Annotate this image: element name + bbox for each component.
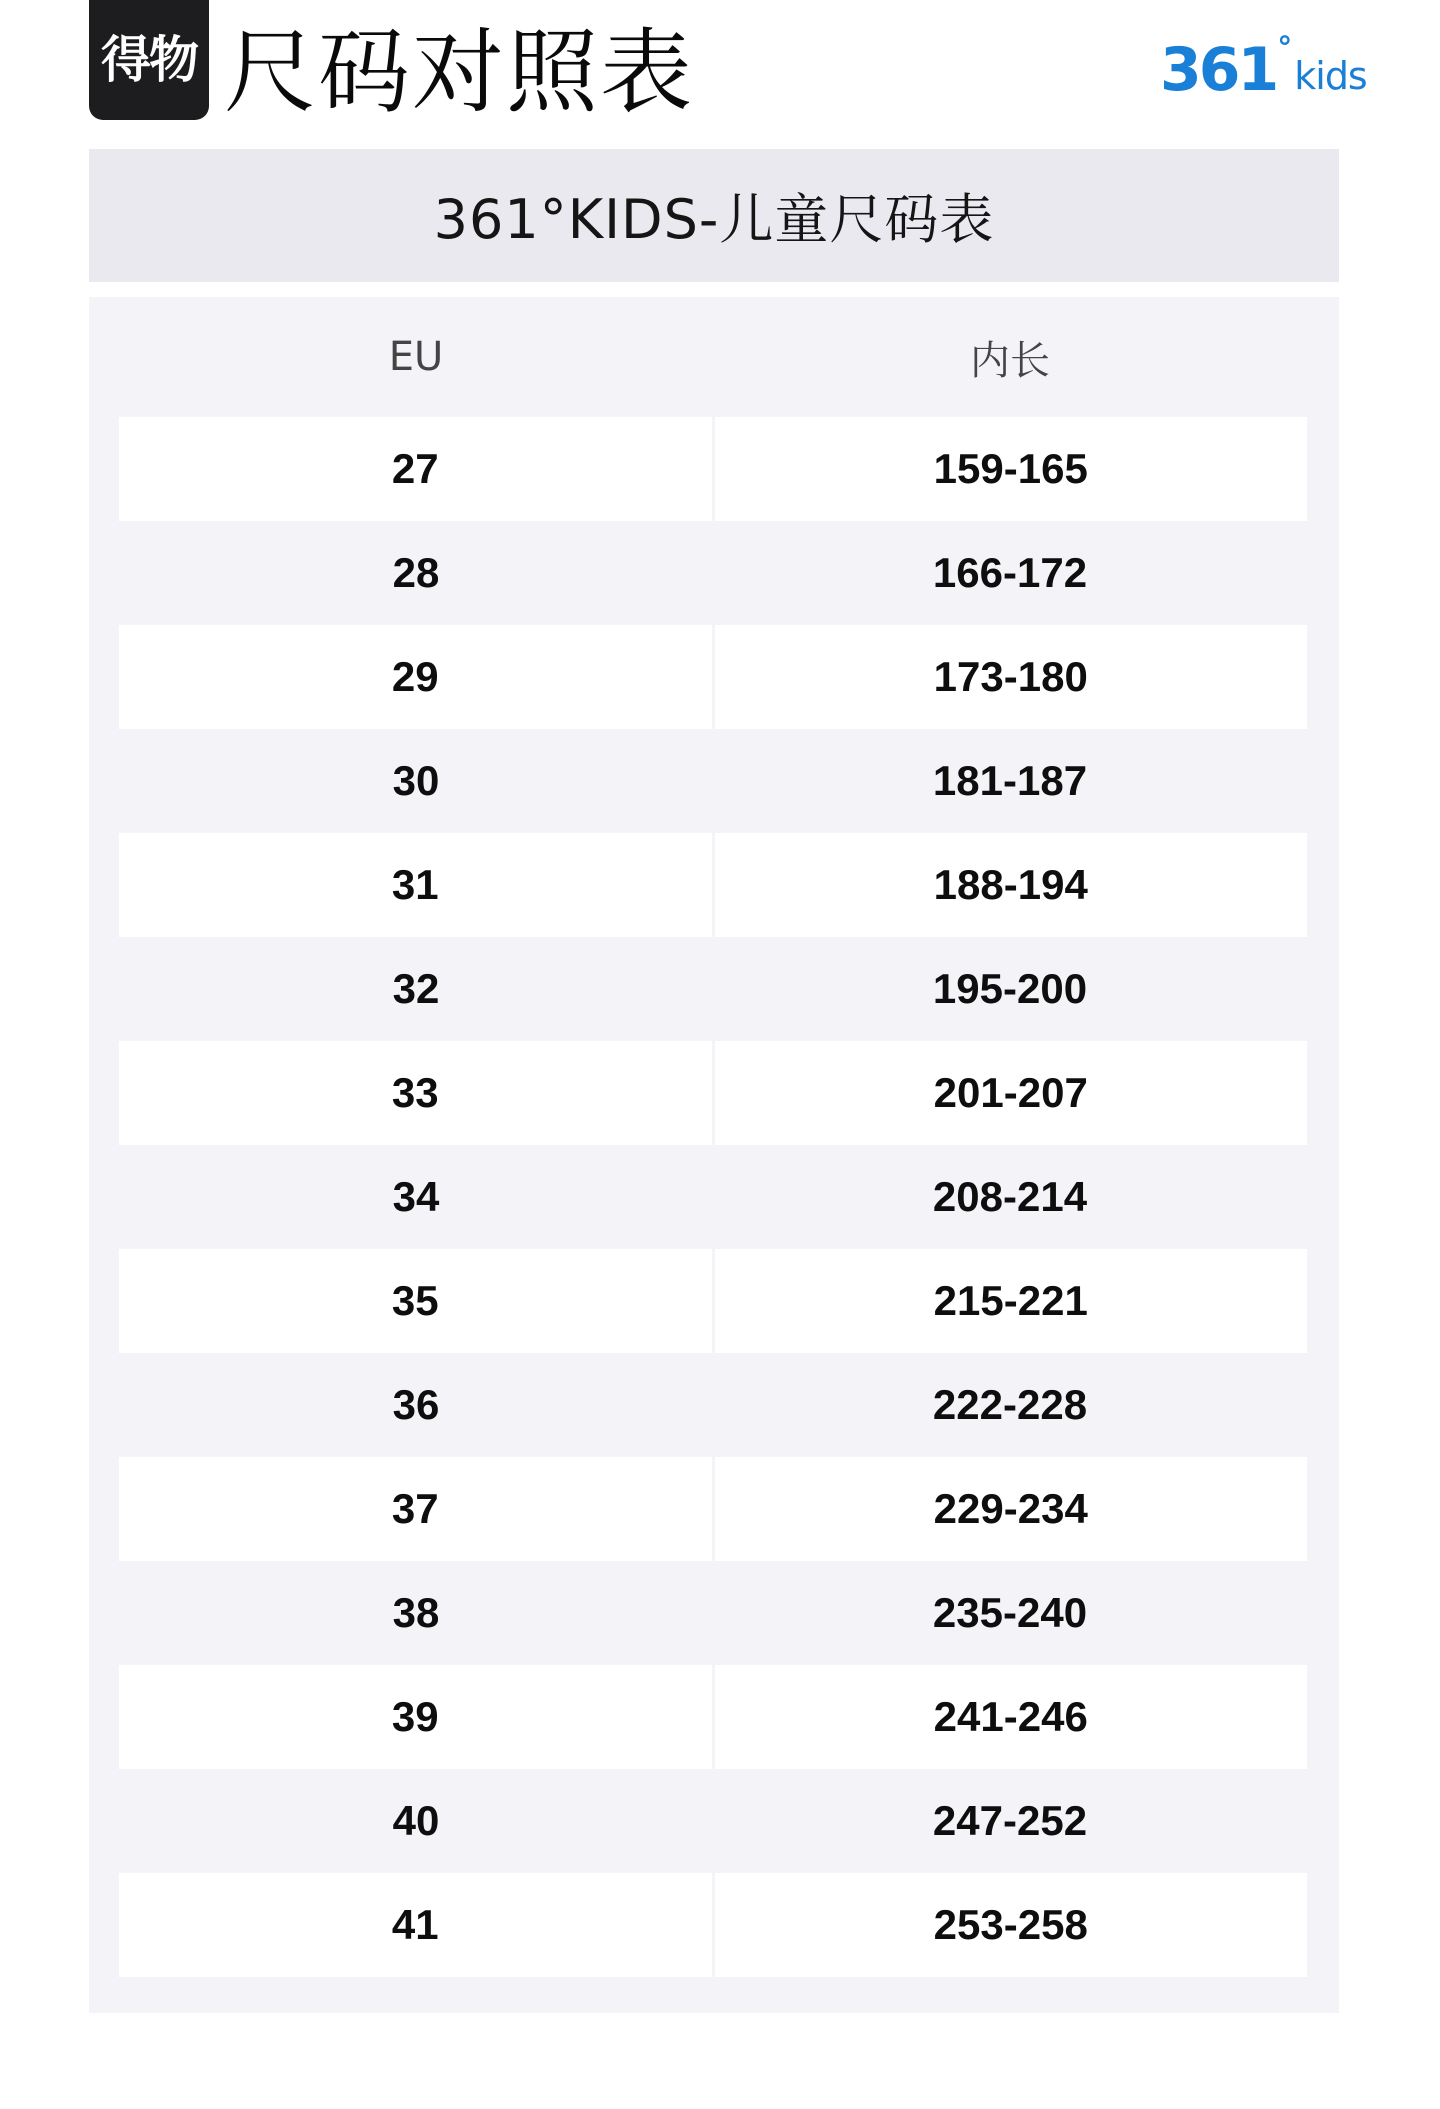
eu-size-cell: 35 [119,1249,712,1353]
eu-size-cell: 38 [392,1589,440,1636]
table-row [119,1769,1307,1873]
size-table [89,297,1339,2013]
eu-size-cell: 40 [392,1797,440,1844]
eu-size-cell: 41 [119,1873,712,1977]
eu-size-cell: 29 [119,625,712,729]
inner-length-cell: 188-194 [715,833,1308,937]
eu-size-cell: 28 [392,549,440,596]
table-row [119,417,1307,521]
table-row [119,1665,1307,1769]
app-logo-text: 得物 [101,31,197,89]
inner-length-cell: 201-207 [715,1041,1308,1145]
table-row [119,1041,1307,1145]
inner-length-cell: 235-240 [932,1589,1088,1636]
inner-length-cell: 241-246 [715,1665,1308,1769]
table-row [119,1561,1307,1665]
eu-size-cell: 31 [119,833,712,937]
eu-size-cell: 34 [392,1173,440,1220]
brand-logo-kids: kids [1294,54,1367,98]
table-row [119,1249,1307,1353]
table-row [119,1457,1307,1561]
eu-size-cell: 32 [392,965,440,1012]
table-header [119,297,1307,417]
brand-logo-degree: ° [1277,31,1293,66]
inner-length-cell: 222-228 [932,1381,1088,1428]
table-body [119,417,1307,1977]
size-chart-title: 361°KIDS-儿童尺码表 [433,188,995,251]
eu-size-cell: 30 [392,757,440,804]
inner-length-cell: 229-234 [715,1457,1308,1561]
eu-size-cell: 33 [119,1041,712,1145]
inner-length-cell: 247-252 [932,1797,1088,1844]
inner-length-cell: 166-172 [932,549,1088,596]
size-chart-banner [89,149,1339,282]
table-row [119,1873,1307,1977]
table-row [119,729,1307,833]
table-row [119,1353,1307,1457]
eu-size-cell: 37 [119,1457,712,1561]
table-row [119,521,1307,625]
eu-size-cell: 27 [119,417,712,521]
inner-length-cell: 195-200 [932,965,1088,1012]
table-row [119,625,1307,729]
inner-length-cell: 181-187 [932,757,1088,804]
inner-length-cell: 173-180 [715,625,1308,729]
brand-logo-number: 361 [1160,35,1277,105]
table-row [119,937,1307,1041]
eu-size-cell: 39 [119,1665,712,1769]
inner-length-cell: 159-165 [715,417,1308,521]
column-header-eu: EU [388,334,444,380]
inner-length-cell: 253-258 [715,1873,1308,1977]
table-row [119,1145,1307,1249]
brand-logo [1160,31,1367,105]
inner-length-cell: 215-221 [715,1249,1308,1353]
table-row [119,833,1307,937]
column-header-inner-length: 内长 [970,337,1050,384]
inner-length-cell: 208-214 [932,1173,1088,1220]
app-logo [89,0,209,120]
eu-size-cell: 36 [392,1381,440,1428]
page-title: 尺码对照表 [224,19,695,126]
